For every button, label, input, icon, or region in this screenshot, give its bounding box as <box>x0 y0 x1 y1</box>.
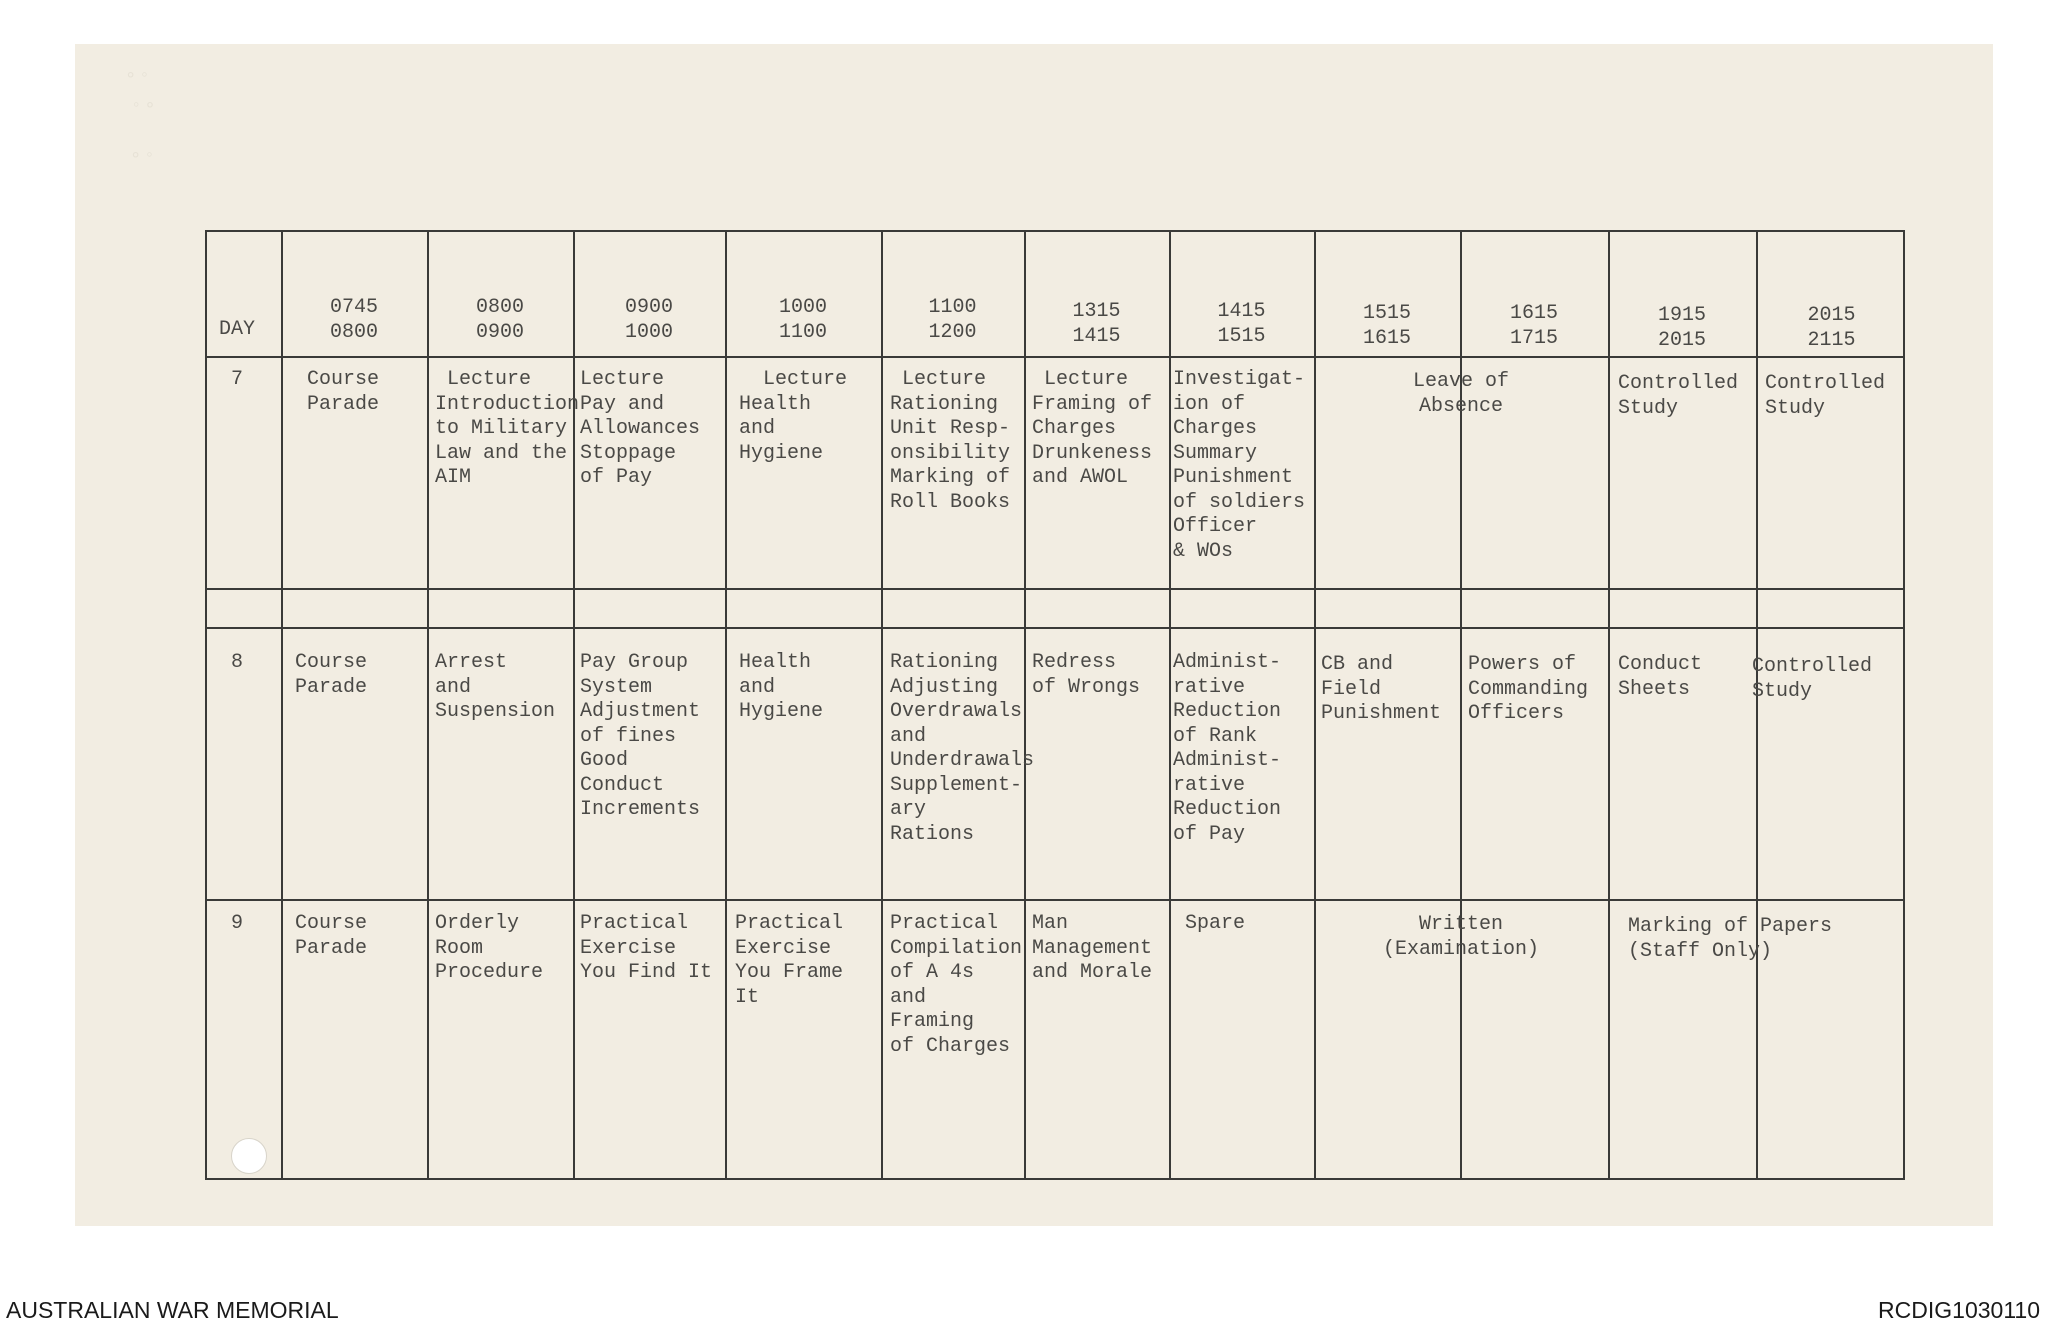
day-column-header: DAY <box>219 318 256 341</box>
table-cell: Spare <box>1173 912 1246 935</box>
footer-record-id: RCDIG1030110 <box>1878 1297 2040 1323</box>
table-cell: Lecture Health and Hygiene <box>739 368 848 465</box>
time-header: 1615 1715 <box>1509 302 1558 350</box>
table-cell: Orderly Room Procedure <box>435 912 544 984</box>
time-header: 1515 1615 <box>1362 302 1411 350</box>
footer-archive-name: AUSTRALIAN WAR MEMORIAL <box>6 1297 339 1323</box>
table-cell: Practical Exercise You Find It <box>580 912 713 984</box>
time-header: 1315 1415 <box>1072 300 1121 348</box>
table-cell: Lecture Introduction to Military Law and the AIM <box>435 368 580 489</box>
time-header: 1415 1515 <box>1217 300 1266 348</box>
table-cell: Controlled Study <box>1752 655 1873 703</box>
time-header: 1000 1100 <box>778 296 827 344</box>
table-cell-spanning: Marking of Papers (Staff Only) <box>1628 915 1833 963</box>
table-cell: Pay Group System Adjustment of fines Good Conduct Increments <box>580 651 701 821</box>
course-timetable <box>205 230 1905 1180</box>
table-cell: Lecture Rationing Unit Resp- onsibility Marking of Roll Books <box>890 368 1011 514</box>
emboss-mark-icon: ∘ ◦ <box>125 64 148 84</box>
table-cell: Controlled Study <box>1618 372 1739 420</box>
time-header: 0745 0800 <box>329 296 378 344</box>
table-cell: Course Parade <box>307 368 380 416</box>
table-cell: Course Parade <box>295 912 368 960</box>
day-number: 8 <box>231 651 244 674</box>
table-cell-spanning: Leave of Absence <box>1412 370 1509 418</box>
day-number: 9 <box>231 912 244 935</box>
emboss-mark-icon: ∘ ◦ <box>130 144 153 164</box>
table-cell: Course Parade <box>295 651 368 699</box>
table-cell: Lecture Pay and Allowances Stoppage of Pay <box>580 368 701 489</box>
table-cell: Powers of Commanding Officers <box>1468 653 1589 725</box>
table-cell-spanning: Written (Examination) <box>1382 913 1540 961</box>
punch-hole <box>231 1138 267 1174</box>
table-cell: Investigat- ion of Charges Summary Punishment of soldiers Officer & WOs <box>1173 368 1306 563</box>
table-cell: Man Management and Morale <box>1032 912 1153 984</box>
table-cell: Health and Hygiene <box>739 651 824 723</box>
table-cell: Practical Compilation of A 4s and Framing of Charges <box>890 912 1023 1058</box>
table-cell: Arrest and Suspension <box>435 651 556 723</box>
table-cell: Administ- rative Reduction of Rank Administ- rative Reduction of Pay <box>1173 651 1282 846</box>
time-header: 2015 2115 <box>1807 304 1856 352</box>
table-cell: Rationing Adjusting Overdrawals and Underdrawals Supplement- ary Rations <box>890 651 1035 846</box>
document-paper <box>75 44 1993 1226</box>
emboss-mark-icon: ◦ ∘ <box>133 94 156 114</box>
table-cell: Lecture Framing of Charges Drunkeness and AWOL <box>1032 368 1153 489</box>
time-header: 1915 2015 <box>1657 304 1706 352</box>
table-cell: CB and Field Punishment <box>1321 653 1442 725</box>
day-number: 7 <box>231 368 244 391</box>
table-cell: Practical Exercise You Frame It <box>735 912 844 1009</box>
table-cell: Redress of Wrongs <box>1032 651 1141 699</box>
time-header: 0900 1000 <box>624 296 673 344</box>
time-header: 0800 0900 <box>475 296 524 344</box>
table-cell: Controlled Study <box>1765 372 1886 420</box>
table-cell: Conduct Sheets <box>1618 653 1703 701</box>
time-header: 1100 1200 <box>928 296 977 344</box>
